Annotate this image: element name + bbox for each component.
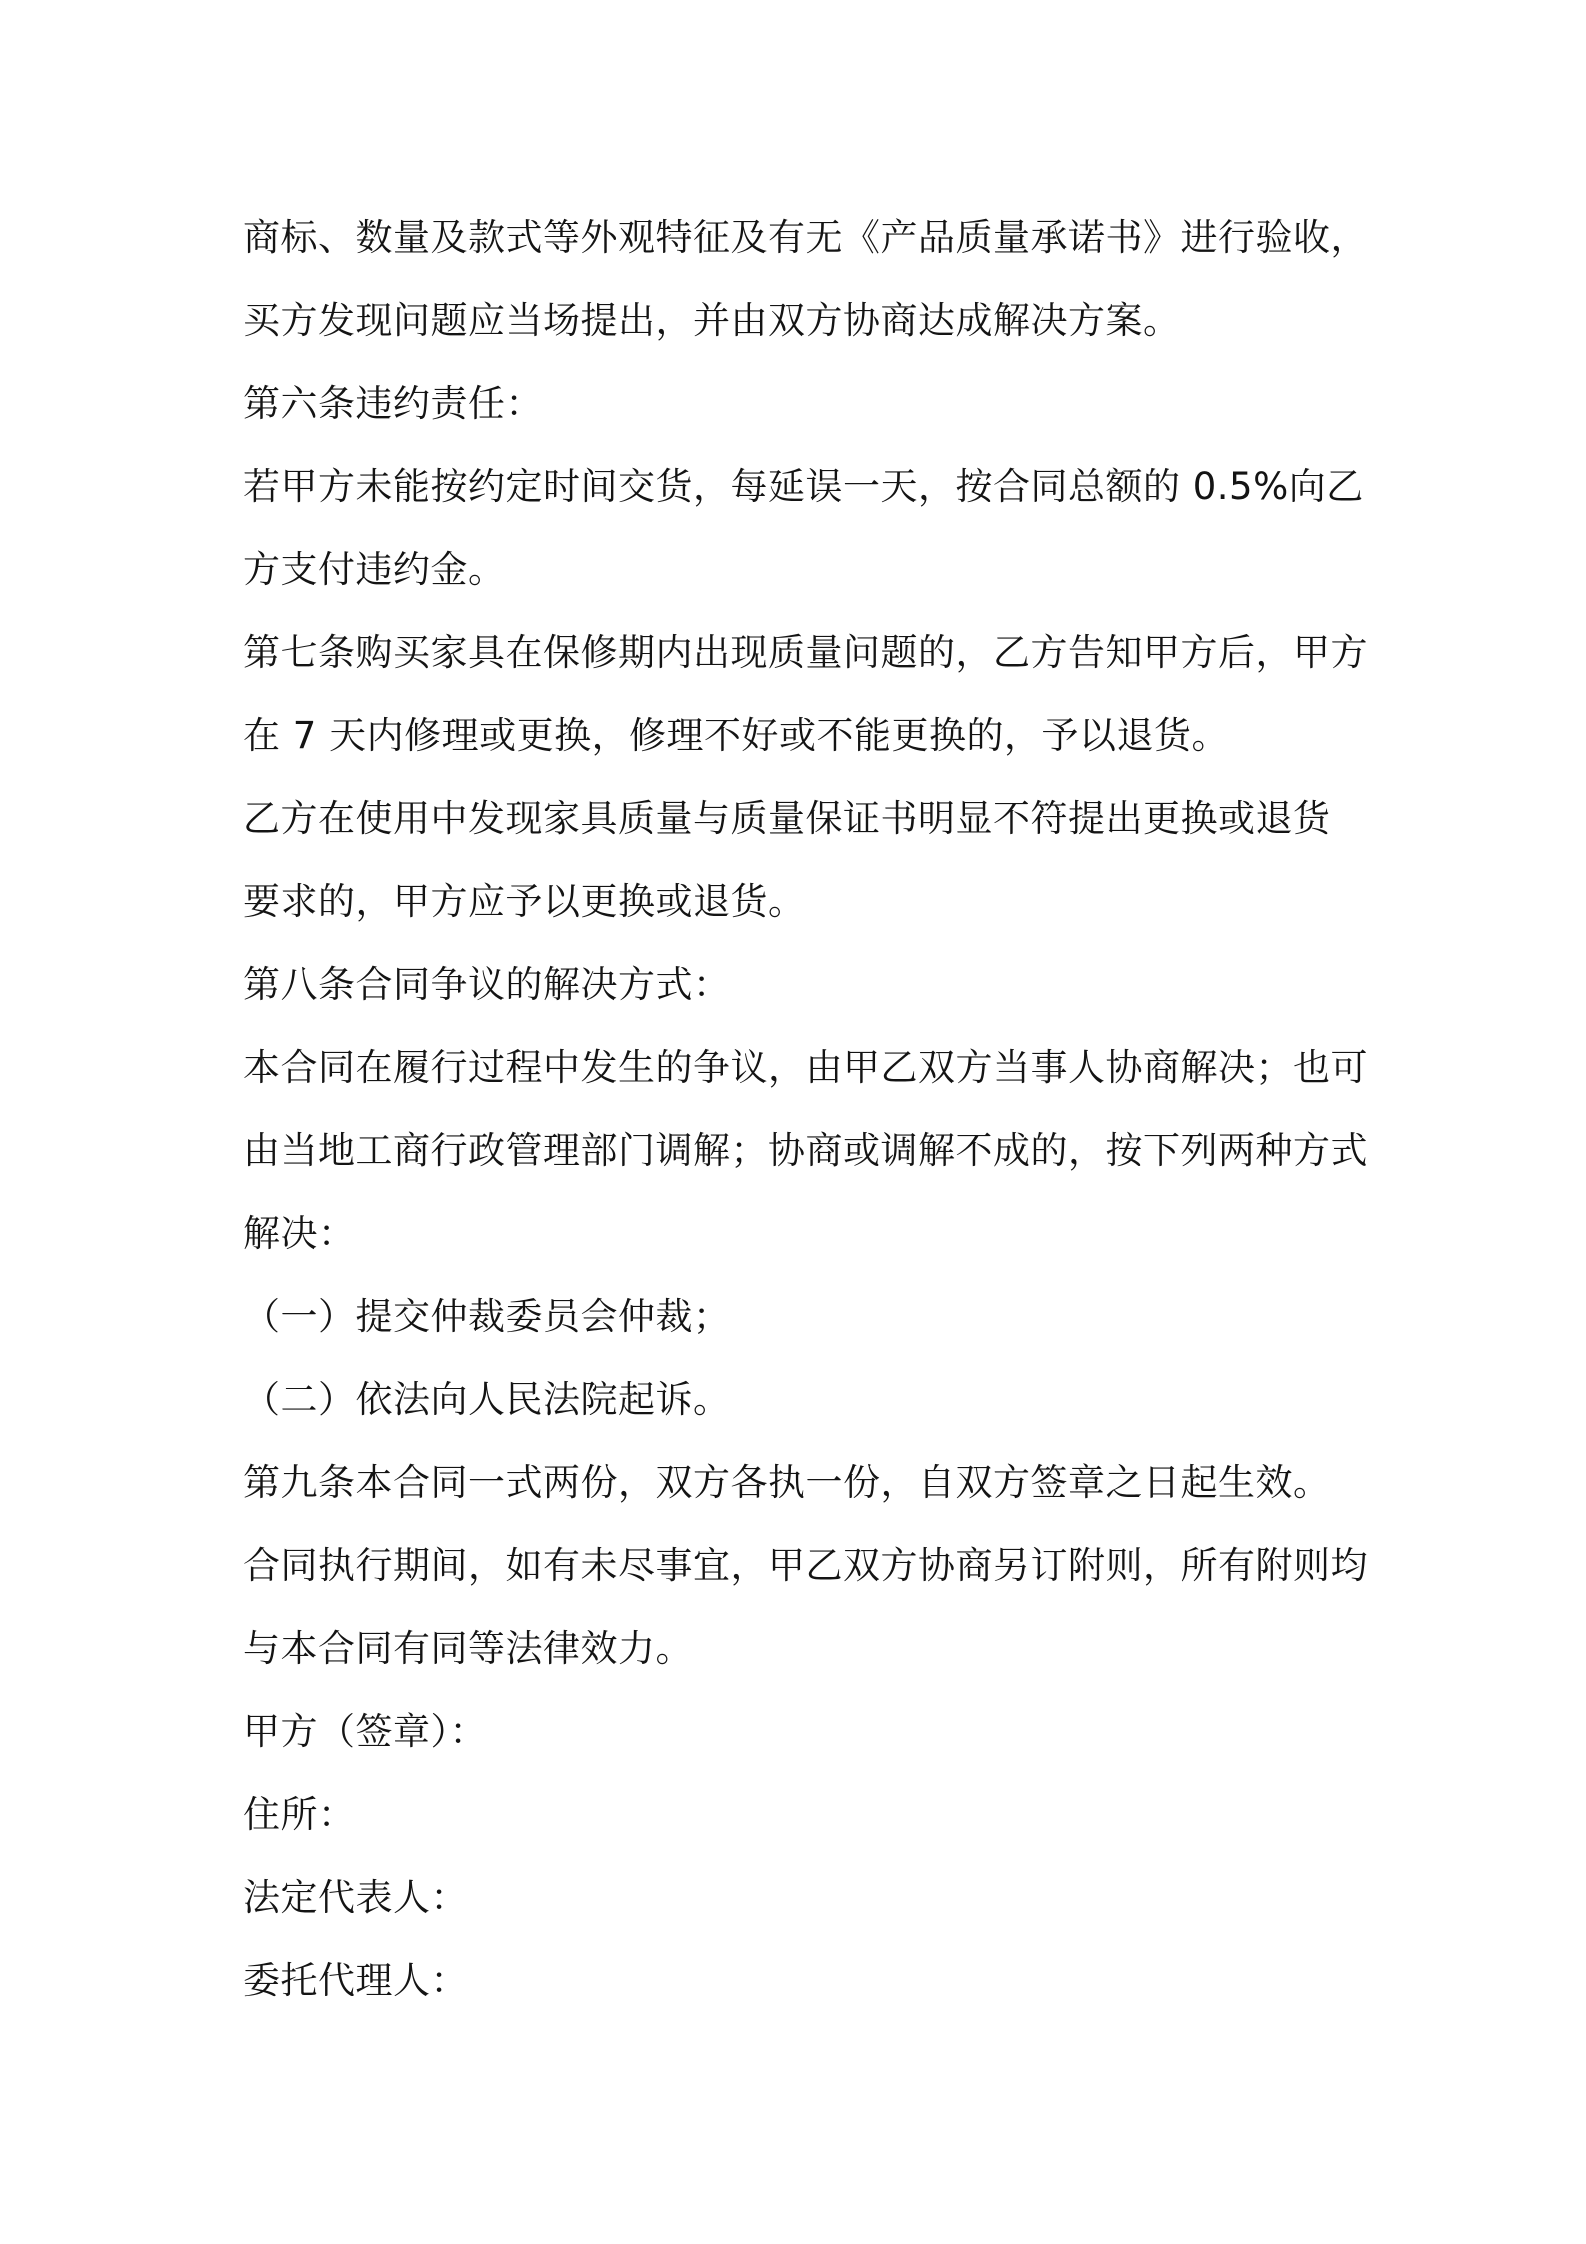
address-field: 住所： xyxy=(243,1793,356,1836)
list-item: （一）提交仲裁委员会仲裁； xyxy=(243,1295,731,1338)
text-line: 第九条本合同一式两份，双方各执一份，自双方签章之日起生效。 xyxy=(243,1461,1331,1504)
article-heading: 第六条违约责任： xyxy=(243,382,543,425)
list-item: （二）依法向人民法院起诉。 xyxy=(243,1378,731,1421)
document-body xyxy=(243,196,1368,2022)
text-line: 买方发现问题应当场提出，并由双方协商达成解决方案。 xyxy=(243,299,1181,342)
text-line: 解决： xyxy=(243,1212,356,1255)
text-line: 合同执行期间，如有未尽事宜，甲乙双方协商另订附则，所有附则均 xyxy=(243,1544,1368,1587)
authorized-agent-field: 委托代理人： xyxy=(243,1959,468,2002)
article-heading: 第八条合同争议的解决方式： xyxy=(243,963,731,1006)
text-line: 与本合同有同等法律效力。 xyxy=(243,1627,693,1670)
text-line: 方支付违约金。 xyxy=(243,548,506,591)
text-line: 在 7 天内修理或更换，修理不好或不能更换的，予以退货。 xyxy=(243,714,1230,757)
text-line: 由当地工商行政管理部门调解；协商或调解不成的，按下列两种方式 xyxy=(243,1129,1368,1172)
legal-representative-field: 法定代表人： xyxy=(243,1876,468,1919)
text-line: 商标、数量及款式等外观特征及有无《产品质量承诺书》进行验收， xyxy=(243,216,1368,259)
text-line: 第七条购买家具在保修期内出现质量问题的，乙方告知甲方后，甲方 xyxy=(243,631,1368,674)
text-line: 若甲方未能按约定时间交货，每延误一天，按合同总额的 0.5%向乙 xyxy=(243,465,1364,508)
text-line: 乙方在使用中发现家具质量与质量保证书明显不符提出更换或退货 xyxy=(243,797,1331,840)
text-line: 要求的，甲方应予以更换或退货。 xyxy=(243,880,806,923)
signature-field-party-a: 甲方（签章）： xyxy=(243,1710,487,1753)
text-line: 本合同在履行过程中发生的争议，由甲乙双方当事人协商解决；也可 xyxy=(243,1046,1368,1089)
